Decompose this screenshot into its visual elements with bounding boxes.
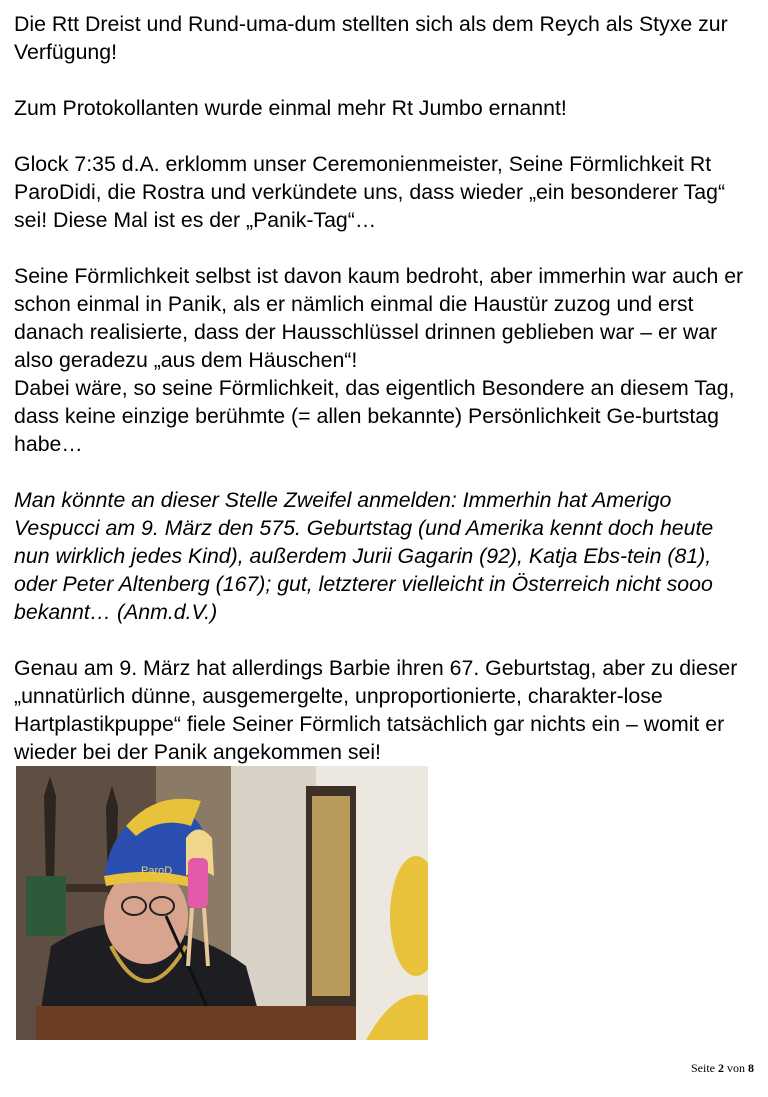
photo-speaker-with-barbie xyxy=(16,766,428,1040)
paragraph-ceremonienmeister: Glock 7:35 d.A. erklomm unser Ceremonienmeister, Seine Förmlichkeit Rt ParoDidi, die Rostra und verkündete uns, dass wieder „ein besonderer Tag“ sei! Diese Mal ist es der „Panik-Tag“… xyxy=(14,152,726,232)
paragraph-anmerkung: Man könnte an dieser Stelle Zweifel anmelden: Immerhin hat Amerigo Vespucci am 9. März den 575. Geburtstag (und Amerika kennt doch heute nun wirklich jedes Kind), außerdem Jurii Gagarin (92), Katja Ebs-tein (81), oder Peter Altenberg (167); gut, letzterer vielleicht in Österreich nicht sooo bekannt… (Anm.d.V.) xyxy=(14,488,714,624)
footer-prefix: Seite xyxy=(691,1061,715,1075)
document-body xyxy=(14,10,754,766)
paragraph-haustuer: Seine Förmlichkeit selbst ist davon kaum bedroht, aber immerhin war auch er schon einmal in Panik, als er nämlich einmal die Haustür zuzog und erst danach realisierte, dass der Hausschlüssel drinnen geblieben war – er war also geradezu „aus dem Häuschen“! xyxy=(14,264,744,372)
page-number xyxy=(691,1061,754,1076)
paragraph-besonderer-tag: Dabei wäre, so seine Förmlichkeit, das eigentlich Besondere an diesem Tag, dass keine einzige berühmte (= allen bekannte) Persönlichkeit Ge-burtstag habe… xyxy=(14,376,735,456)
photo-illustration xyxy=(16,766,428,1040)
paragraph-protokollant: Zum Protokollanten wurde einmal mehr Rt Jumbo ernannt! xyxy=(14,96,567,120)
paragraph-barbie: Genau am 9. März hat allerdings Barbie ihren 67. Geburtstag, aber zu dieser „unnatürlich dünne, ausgemergelte, unproportionierte, charakter-lose Hartplastikpuppe“ fiele Seiner Förmlich tatsächlich gar nichts ein – womit er wieder bei der Panik angekommen sei! xyxy=(14,656,738,764)
footer-middle: von xyxy=(727,1061,745,1075)
cap-lettering: ParoD xyxy=(141,865,173,877)
paragraph-styxe: Die Rtt Dreist und Rund-uma-dum stellten sich als dem Reych als Styxe zur Verfügung! xyxy=(14,12,728,64)
footer-current-page: 2 xyxy=(718,1061,724,1075)
footer-total-pages: 8 xyxy=(748,1061,754,1075)
